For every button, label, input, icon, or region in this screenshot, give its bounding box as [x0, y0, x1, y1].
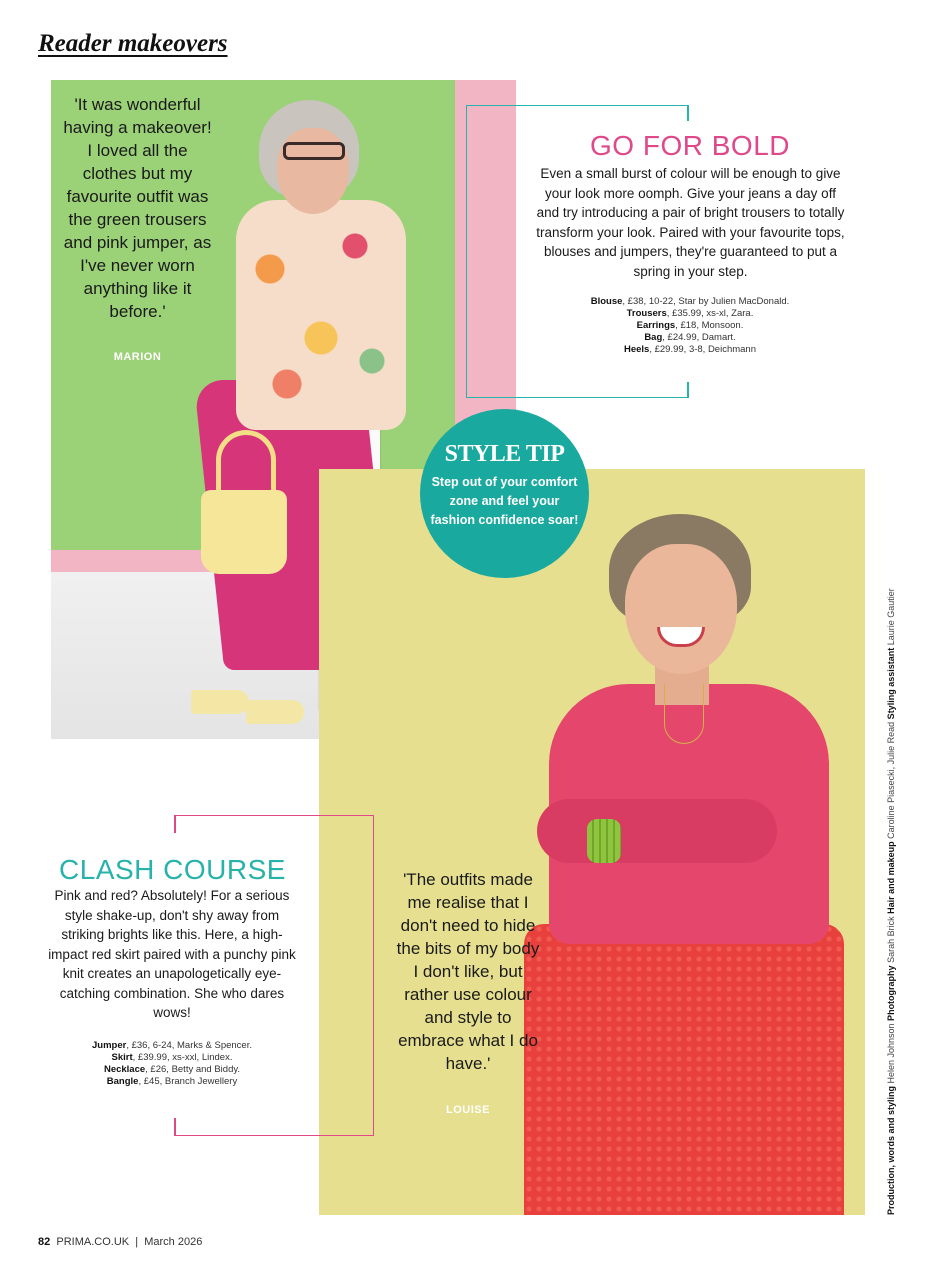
style-tip-heading: STYLE TIP [444, 441, 565, 467]
louise-name: LOUISE [446, 1104, 490, 1116]
page-number: 82 [38, 1236, 51, 1248]
production-credits: Production, words and styling Helen Johnson Photography Sarah Brick Hair and makeup Caroline Piasecki, Julie Read Styling assistant Laurie Gautier [886, 588, 896, 1215]
style-tip-badge [420, 409, 589, 578]
credit-line: Blouse, £38, 10-22, Star by Julien MacDonald. [590, 296, 790, 307]
credit-line: Jumper, £36, 6-24, Marks & Spencer. [91, 1040, 252, 1051]
red-lace-skirt [524, 924, 844, 1215]
marion-name: MARION [113, 351, 162, 363]
go-for-bold-heading: GO FOR BOLD [590, 130, 790, 161]
credit-line: Earrings, £18, Monsoon. [636, 320, 744, 331]
yellow-handbag [201, 490, 287, 574]
clash-course-body: Pink and red? Absolutely! For a serious style shake-up, don't shy away from striking brights like this. Here, a high-impact red skirt paired with a punchy pink knit creates an unapologetically eye-catching combination. She who dares wows! [48, 888, 296, 1020]
face [277, 128, 349, 214]
credit-line: Heels, £29.99, 3-8, Deichmann [623, 344, 757, 355]
go-for-bold-body: Even a small burst of colour will be enough to give your look more oomph. Give your jeans a day off and try introducing a pair of bright trousers to totally transform your look. Paired with your favourite tops, blouses and jumpers, they're guaranteed to put a spring in your step. [536, 166, 845, 279]
style-tip-body: Step out of your comfort zone and feel your fashion confidence soar! [430, 475, 579, 527]
shoe [191, 690, 249, 714]
frame-tick [174, 815, 176, 833]
credit-line: Skirt, £39.99, xs-xxl, Lindex. [111, 1052, 233, 1063]
marion-quote: 'It was wonderful having a makeover! I loved all the clothes but my favourite outfit was the green trousers and pink jumper, as I've never worn anything like it before.' [63, 95, 212, 321]
face [625, 544, 737, 674]
credit-line: Trousers, £35.99, xs-xl, Zara. [626, 308, 754, 319]
clash-course-heading: CLASH COURSE [59, 854, 286, 885]
clash-course-credits [72, 1040, 272, 1088]
footer-issue: March 2026 [144, 1236, 203, 1248]
frame-tick [687, 382, 689, 398]
necklace [664, 684, 704, 744]
go-for-bold-credits [590, 296, 790, 356]
folded-arms [537, 799, 777, 863]
louise-quote: 'The outfits made me realise that I don't need to hide the bits of my body I don't like, but rather use colour and style to embrace what I do have.' [396, 870, 540, 1073]
floral-blouse [236, 200, 406, 430]
glasses [283, 142, 345, 160]
section-title: Reader makeovers [38, 30, 228, 57]
frame-tick [687, 105, 689, 121]
frame-tick [174, 1118, 176, 1136]
shoe [246, 700, 304, 724]
credit-line: Necklace, £26, Betty and Biddy. [103, 1064, 241, 1075]
footer-site: PRIMA.CO.UK [56, 1236, 130, 1248]
credit-line: Bag, £24.99, Damart. [644, 332, 736, 343]
footer-separator: | [135, 1236, 139, 1248]
green-bangle [587, 819, 621, 863]
credit-line: Bangle, £45, Branch Jewellery [106, 1076, 238, 1087]
page-footer [38, 1236, 202, 1248]
